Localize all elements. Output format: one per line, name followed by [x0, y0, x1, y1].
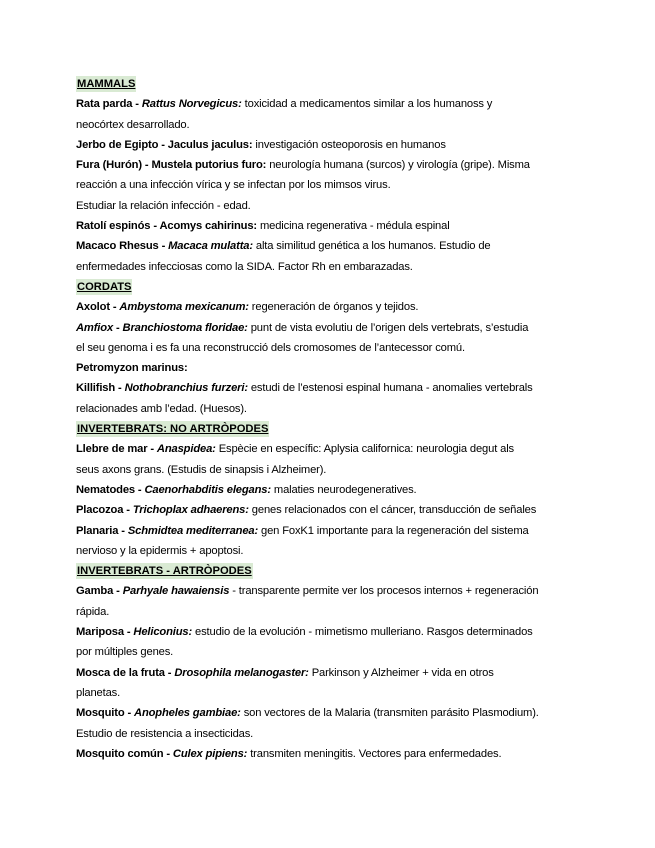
species-scientific-name: Heliconius: — [133, 626, 193, 639]
entry-description: medicina regenerativa - médula espinal — [257, 220, 450, 233]
species-common-name: Gamba — [76, 585, 114, 598]
separator: - — [123, 626, 134, 639]
entry-line — [76, 744, 591, 764]
entry-line — [76, 521, 591, 541]
entry-description: punt de vista evolutiu de l’origen dels vertebrats, s’estudia — [247, 321, 529, 334]
species-scientific-name: Mustela putorius furo: — [151, 159, 267, 172]
separator: - — [164, 666, 175, 679]
species-common-name: Nematodes — [76, 483, 135, 496]
entry-continuation-line — [76, 338, 591, 358]
separator: - — [158, 240, 169, 253]
section-heading: MAMMALS — [77, 78, 136, 90]
species-common-name: Amfiox — [76, 321, 114, 334]
species-common-name: Placozoa — [76, 504, 124, 517]
entry-line — [76, 378, 591, 398]
species-scientific-name: Anopheles gambiae: — [134, 707, 241, 720]
entry-line — [76, 703, 591, 723]
entry-line — [76, 155, 591, 175]
entry-line — [76, 358, 591, 378]
entry-line — [76, 439, 591, 459]
section-heading-line — [76, 277, 591, 297]
section-heading: CORDATS — [77, 280, 132, 293]
entry-description: rápida. — [76, 605, 110, 618]
entry-description: Estudiar la relación infección - edad. — [76, 199, 251, 212]
species-common-name: Petromyzon marinus: — [76, 362, 188, 375]
entry-description: son vectores de la Malaria (transmiten parásito Plasmodium). — [240, 707, 539, 720]
species-common-name: Axolot — [76, 301, 110, 314]
species-common-name: Mosquito común — [76, 747, 164, 760]
entry-description: reacción a una infección vírica y se infectan por los mimsos virus. — [76, 179, 391, 192]
species-common-name: Fura (Hurón) — [76, 159, 142, 172]
entry-continuation-line — [76, 460, 591, 480]
species-scientific-name: Branchiostoma floridae: — [122, 321, 248, 334]
entry-line — [76, 236, 591, 256]
entry-description: planetas. — [76, 686, 121, 699]
species-scientific-name: Culex pipiens: — [172, 747, 248, 760]
entry-description: neurología humana (surcos) y virología (gripe). Misma — [266, 159, 530, 172]
entry-line — [76, 663, 591, 683]
section-heading-line — [76, 419, 591, 439]
species-scientific-name: Jaculus jaculus: — [167, 138, 253, 151]
separator: - — [141, 159, 152, 172]
separator: - — [115, 382, 125, 395]
species-scientific-name: Caenorhabditis elegans: — [144, 483, 271, 496]
species-scientific-name: Macaca mulatta: — [168, 240, 253, 253]
entry-continuation-line — [76, 683, 591, 703]
species-common-name: Mosca de la fruta — [76, 666, 165, 679]
entry-description: investigación osteoporosis en humanos — [252, 138, 446, 151]
species-scientific-name: Ambystoma mexicanum: — [119, 301, 249, 314]
entry-continuation-line — [76, 196, 591, 216]
entry-description: Espècie en específic: Aplysia californica: neurologia degut als — [215, 443, 514, 456]
entry-description: estudi de l’estenosi espinal humana - anomalies vertebrals — [247, 382, 533, 395]
separator: - — [158, 138, 168, 151]
species-scientific-name: Trichoplax adhaerens: — [132, 504, 249, 517]
separator: - — [163, 747, 173, 760]
separator: - — [109, 301, 120, 314]
entry-continuation-line — [76, 175, 591, 195]
entry-continuation-line — [76, 541, 591, 561]
entry-line — [76, 216, 591, 236]
entry-line — [76, 297, 591, 317]
entry-description: neocórtex desarrollado. — [76, 118, 190, 131]
species-scientific-name: Acomys cahirinus: — [159, 220, 258, 233]
section-heading: INVERTEBRATS - ARTRÒPODES — [77, 565, 252, 578]
species-scientific-name: Schmidtea mediterranea: — [127, 524, 259, 537]
entry-description: malaties neurodegeneratives. — [270, 483, 417, 496]
separator: - — [124, 707, 135, 720]
species-scientific-name: Anaspidea: — [156, 443, 216, 456]
entry-description: gen FoxK1 importante para la regeneración del sistema — [258, 524, 529, 537]
entry-description: seus axons grans. (Estudis de sinapsis i Alzheimer). — [76, 463, 327, 476]
separator: - — [132, 98, 142, 111]
document-body — [76, 74, 591, 764]
entry-description: regeneración de órganos y tejidos. — [248, 301, 419, 314]
entry-line — [76, 622, 591, 642]
separator: - — [123, 504, 133, 517]
species-common-name: Rata parda — [76, 98, 133, 111]
entry-description: Parkinson y Alzheimer + vida en otros — [308, 666, 494, 679]
species-scientific-name: Rattus Norvegicus: — [141, 98, 242, 111]
entry-continuation-line — [76, 642, 591, 662]
entry-line — [76, 581, 591, 601]
species-scientific-name: Drosophila melanogaster: — [174, 666, 309, 679]
entry-line — [76, 318, 591, 338]
entry-description: genes relacionados con el cáncer, transducción de señales — [248, 504, 537, 517]
entry-line — [76, 480, 591, 500]
species-common-name: Mosquito — [76, 707, 125, 720]
entry-description: nervioso y la epidermis + apoptosi. — [76, 544, 244, 557]
species-scientific-name: Nothobranchius furzeri: — [124, 382, 248, 395]
entry-line — [76, 94, 591, 114]
entry-description: toxicidad a medicamentos similar a los humanoss y — [241, 98, 493, 111]
species-scientific-name: Parhyale hawaiensis — [122, 585, 230, 598]
entry-description: transmiten meningitis. Vectores para enfermedades. — [247, 747, 502, 760]
entry-description: - transparente permite ver los procesos internos + regeneración — [229, 585, 539, 598]
species-common-name: Ratolí espinós — [76, 220, 151, 233]
separator: - — [150, 220, 160, 233]
entry-description: alta similitud genética a los humanos. Estudio de — [252, 240, 491, 253]
entry-continuation-line — [76, 602, 591, 622]
section-heading: INVERTEBRATS: NO ARTRÒPODES — [77, 423, 269, 436]
species-common-name: Planaria — [76, 524, 119, 537]
entry-description: enfermedades infecciosas como la SIDA. Factor Rh en embarazadas. — [76, 260, 413, 273]
entry-continuation-line — [76, 257, 591, 277]
entry-description: el seu genoma i es fa una reconstrucció dels cromosomes de l’antecessor comú. — [76, 341, 465, 354]
separator: - — [113, 321, 123, 334]
entry-description: relacionades amb l’edad. (Huesos). — [76, 402, 247, 415]
entry-continuation-line — [76, 115, 591, 135]
species-common-name: Mariposa — [76, 626, 124, 639]
entry-continuation-line — [76, 399, 591, 419]
section-heading-line — [76, 74, 591, 94]
entry-line — [76, 135, 591, 155]
species-common-name: Killifish — [76, 382, 116, 395]
entry-line — [76, 500, 591, 520]
entry-description: por múltiples genes. — [76, 646, 174, 659]
entry-description: estudio de la evolución - mimetismo mulleriano. Rasgos determinados — [192, 626, 533, 639]
entry-description: Estudio de resistencia a insecticidas. — [76, 727, 254, 740]
separator: - — [118, 524, 128, 537]
species-common-name: Macaco Rhesus — [76, 240, 159, 253]
separator: - — [134, 483, 145, 496]
species-common-name: Jerbo de Egipto — [76, 138, 159, 151]
entry-continuation-line — [76, 724, 591, 744]
separator: - — [113, 585, 123, 598]
section-heading-line — [76, 561, 591, 581]
species-common-name: Llebre de mar — [76, 443, 148, 456]
separator: - — [147, 443, 157, 456]
